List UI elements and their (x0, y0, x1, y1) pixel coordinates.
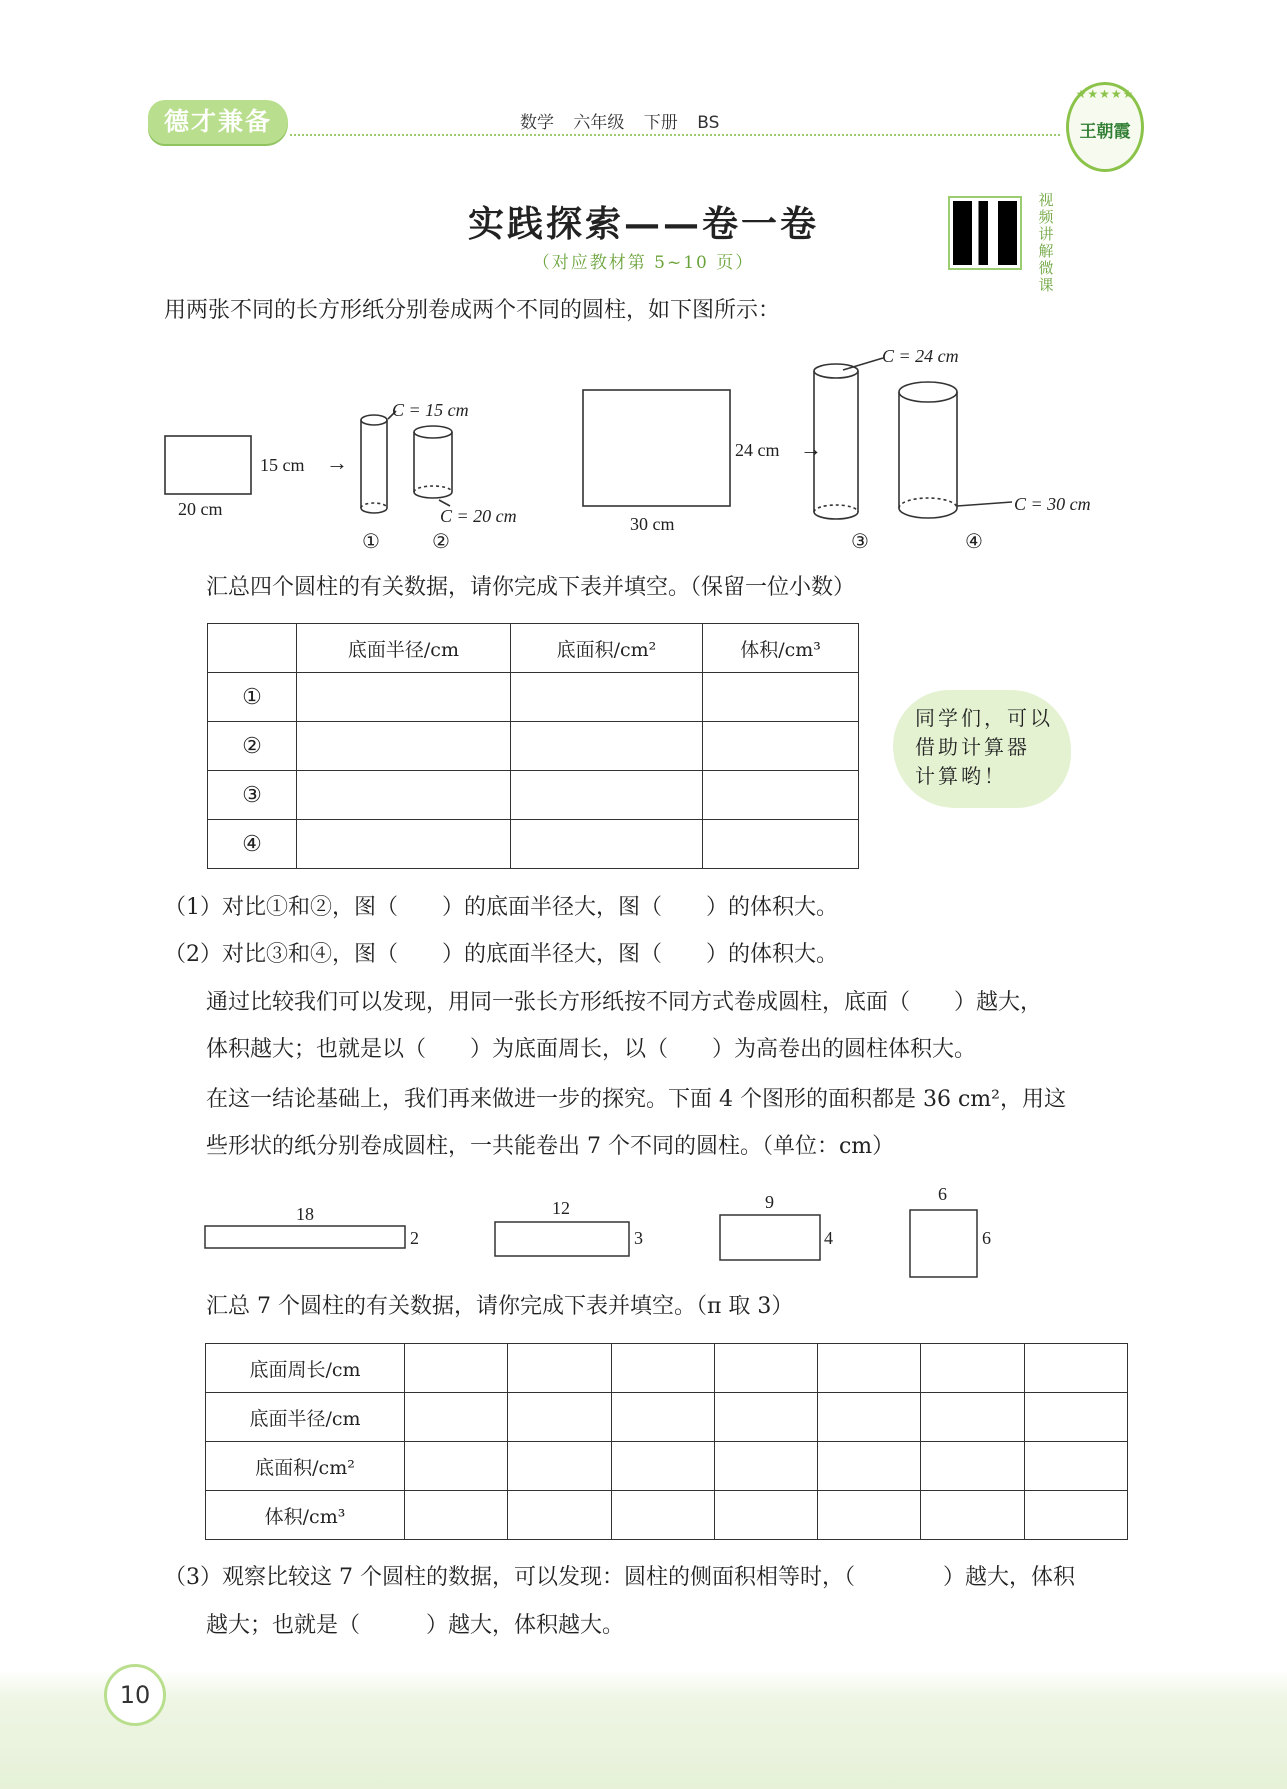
explore-line-1: 在这一结论基础上，我们再来做进一步的探究。下面 4 个图形的面积都是 36 cm²，用这 (206, 1087, 1066, 1112)
shape-6x6 (910, 1210, 977, 1277)
hint-bubble (893, 690, 1071, 808)
shape-2-top: 12 (552, 1198, 570, 1218)
answer-cell[interactable] (703, 820, 859, 869)
brand-logo: 德才兼备 (148, 100, 288, 144)
answer-cell[interactable] (818, 1442, 921, 1491)
hint-line-2: 借助计算器 (915, 735, 1030, 759)
answer-cell[interactable] (714, 1491, 817, 1540)
hint-line-1: 同学们，可以 (915, 706, 1053, 730)
rect-2 (583, 390, 730, 506)
label-1: ① (362, 531, 380, 553)
shape-4-top: 6 (938, 1184, 947, 1204)
shape-9x4 (720, 1215, 820, 1260)
rect1-width-label: 20 cm (178, 499, 223, 519)
shape-1-top: 18 (296, 1204, 314, 1224)
table-row (206, 1491, 1128, 1540)
answer-cell[interactable] (1024, 1393, 1127, 1442)
row-label: ① (208, 673, 297, 722)
answer-cell[interactable] (611, 1344, 714, 1393)
table-1 (207, 623, 859, 869)
cylinder-2-top (414, 426, 452, 438)
instruction-2: 汇总 7 个圆柱的有关数据，请你完成下表并填空。（π 取 3） (206, 1294, 794, 1319)
answer-cell[interactable] (818, 1393, 921, 1442)
c2-label: C = 20 cm (440, 506, 517, 526)
header-divider (290, 134, 1060, 136)
answer-cell[interactable] (714, 1442, 817, 1491)
shape-2-side: 3 (634, 1228, 643, 1248)
subject-line: 数学 六年级 下册 BS (520, 113, 720, 133)
answer-cell[interactable] (508, 1393, 611, 1442)
answer-cell[interactable] (611, 1442, 714, 1491)
answer-cell[interactable] (703, 722, 859, 771)
page-number: 10 (104, 1664, 166, 1726)
cylinder-3-top (814, 364, 858, 378)
answer-cell[interactable] (703, 771, 859, 820)
question-3-line-2: 越大；也就是（ ）越大，体积越大。 (206, 1613, 625, 1638)
row-label: ③ (208, 771, 297, 820)
table-row (208, 722, 859, 771)
table-row (206, 1442, 1128, 1491)
table-row (208, 771, 859, 820)
shape-12x3 (495, 1222, 629, 1256)
table-row (206, 1344, 1128, 1393)
rect2-height-label: 24 cm (735, 440, 780, 460)
answer-cell[interactable] (508, 1491, 611, 1540)
shape-3-side: 4 (824, 1228, 833, 1248)
row-label: 底面周长/cm (206, 1344, 405, 1393)
answer-cell[interactable] (611, 1393, 714, 1442)
page-title: 实践探索——卷一卷 (467, 203, 819, 245)
rect2-width-label: 30 cm (630, 514, 675, 534)
answer-cell[interactable] (1024, 1442, 1127, 1491)
answer-cell[interactable] (508, 1344, 611, 1393)
paper-shapes (200, 1200, 1000, 1280)
header-cell: 体积/cm³ (703, 624, 859, 673)
answer-cell[interactable] (297, 673, 511, 722)
answer-cell[interactable] (510, 771, 702, 820)
answer-cell[interactable] (510, 820, 702, 869)
seal-stars: ★★★★★ (1075, 87, 1135, 101)
instruction-1: 汇总四个圆柱的有关数据，请你完成下表并填空。（保留一位小数） (206, 575, 856, 600)
cylinder-4-top (899, 382, 957, 402)
row-label: 底面积/cm² (206, 1442, 405, 1491)
table-2 (205, 1343, 1128, 1540)
seal-name: 王朝霞 (1079, 122, 1131, 142)
explore-line-2: 些形状的纸分别卷成圆柱，一共能卷出 7 个不同的圆柱。（单位：cm） (206, 1134, 895, 1159)
shape-1-side: 2 (410, 1228, 419, 1248)
answer-cell[interactable] (297, 771, 511, 820)
answer-cell[interactable] (510, 673, 702, 722)
cylinder-1-top (361, 415, 387, 425)
arrow-1: → (326, 450, 348, 475)
shape-4-side: 6 (982, 1228, 991, 1248)
answer-cell[interactable] (921, 1393, 1024, 1442)
table-row (206, 1393, 1128, 1442)
answer-cell[interactable] (297, 820, 511, 869)
table-row (208, 673, 859, 722)
rect-1 (165, 436, 251, 494)
conclusion-line-1: 通过比较我们可以发现，用同一张长方形纸按不同方式卷成圆柱，底面（ ）越大， (206, 990, 1043, 1015)
answer-cell[interactable] (818, 1344, 921, 1393)
label-2: ② (432, 531, 450, 553)
qr-label: 视频讲解微课 (1038, 191, 1054, 294)
answer-cell[interactable] (703, 673, 859, 722)
header-cell: 底面半径/cm (297, 624, 511, 673)
row-label: ④ (208, 820, 297, 869)
label-4: ④ (965, 531, 983, 553)
answer-cell[interactable] (510, 722, 702, 771)
table-row (208, 820, 859, 869)
question-3-line-1: （3）观察比较这 7 个圆柱的数据，可以发现：圆柱的侧面积相等时，（ ）越大，体积 (164, 1565, 1075, 1590)
shape-18x2 (205, 1226, 405, 1248)
hint-line-3: 计算哟！ (915, 764, 1007, 788)
c3-label: C = 24 cm (882, 346, 959, 366)
label-3: ③ (851, 531, 869, 553)
rect1-height-label: 15 cm (260, 455, 305, 475)
answer-cell[interactable] (405, 1491, 508, 1540)
answer-cell[interactable] (714, 1344, 817, 1393)
answer-cell[interactable] (921, 1491, 1024, 1540)
conclusion-line-2: 体积越大；也就是以（ ）为底面周长，以（ ）为高卷出的圆柱体积大。 (206, 1037, 977, 1062)
answer-cell[interactable] (921, 1344, 1024, 1393)
header-cell: 底面积/cm² (510, 624, 702, 673)
page-subtitle: （对应教材第 5~10 页） (532, 253, 755, 273)
row-label: 底面半径/cm (206, 1393, 405, 1442)
table-1-header (208, 624, 859, 673)
row-label: 体积/cm³ (206, 1491, 405, 1540)
shape-3-top: 9 (765, 1192, 774, 1212)
intro-text: 用两张不同的长方形纸分别卷成两个不同的圆柱，如下图所示： (164, 298, 781, 323)
row-label: ② (208, 722, 297, 771)
answer-cell[interactable] (508, 1442, 611, 1491)
answer-cell[interactable] (405, 1344, 508, 1393)
qr-code-icon[interactable] (948, 196, 1022, 270)
question-2: （2）对比③和④，图（ ）的底面半径大，图（ ）的体积大。 (164, 942, 838, 967)
answer-cell[interactable] (405, 1393, 508, 1442)
answer-cell[interactable] (1024, 1491, 1127, 1540)
answer-cell[interactable] (405, 1442, 508, 1491)
author-seal (1066, 82, 1144, 172)
c4-label: C = 30 cm (1014, 494, 1091, 514)
header-cell (208, 624, 297, 673)
page-footer (0, 1670, 1287, 1789)
answer-cell[interactable] (1024, 1344, 1127, 1393)
arrow-2: → (800, 436, 822, 461)
answer-cell[interactable] (611, 1491, 714, 1540)
answer-cell[interactable] (297, 722, 511, 771)
answer-cell[interactable] (921, 1442, 1024, 1491)
answer-cell[interactable] (714, 1393, 817, 1442)
question-1: （1）对比①和②，图（ ）的底面半径大，图（ ）的体积大。 (164, 895, 838, 920)
c1-label: C = 15 cm (392, 400, 469, 420)
answer-cell[interactable] (818, 1491, 921, 1540)
